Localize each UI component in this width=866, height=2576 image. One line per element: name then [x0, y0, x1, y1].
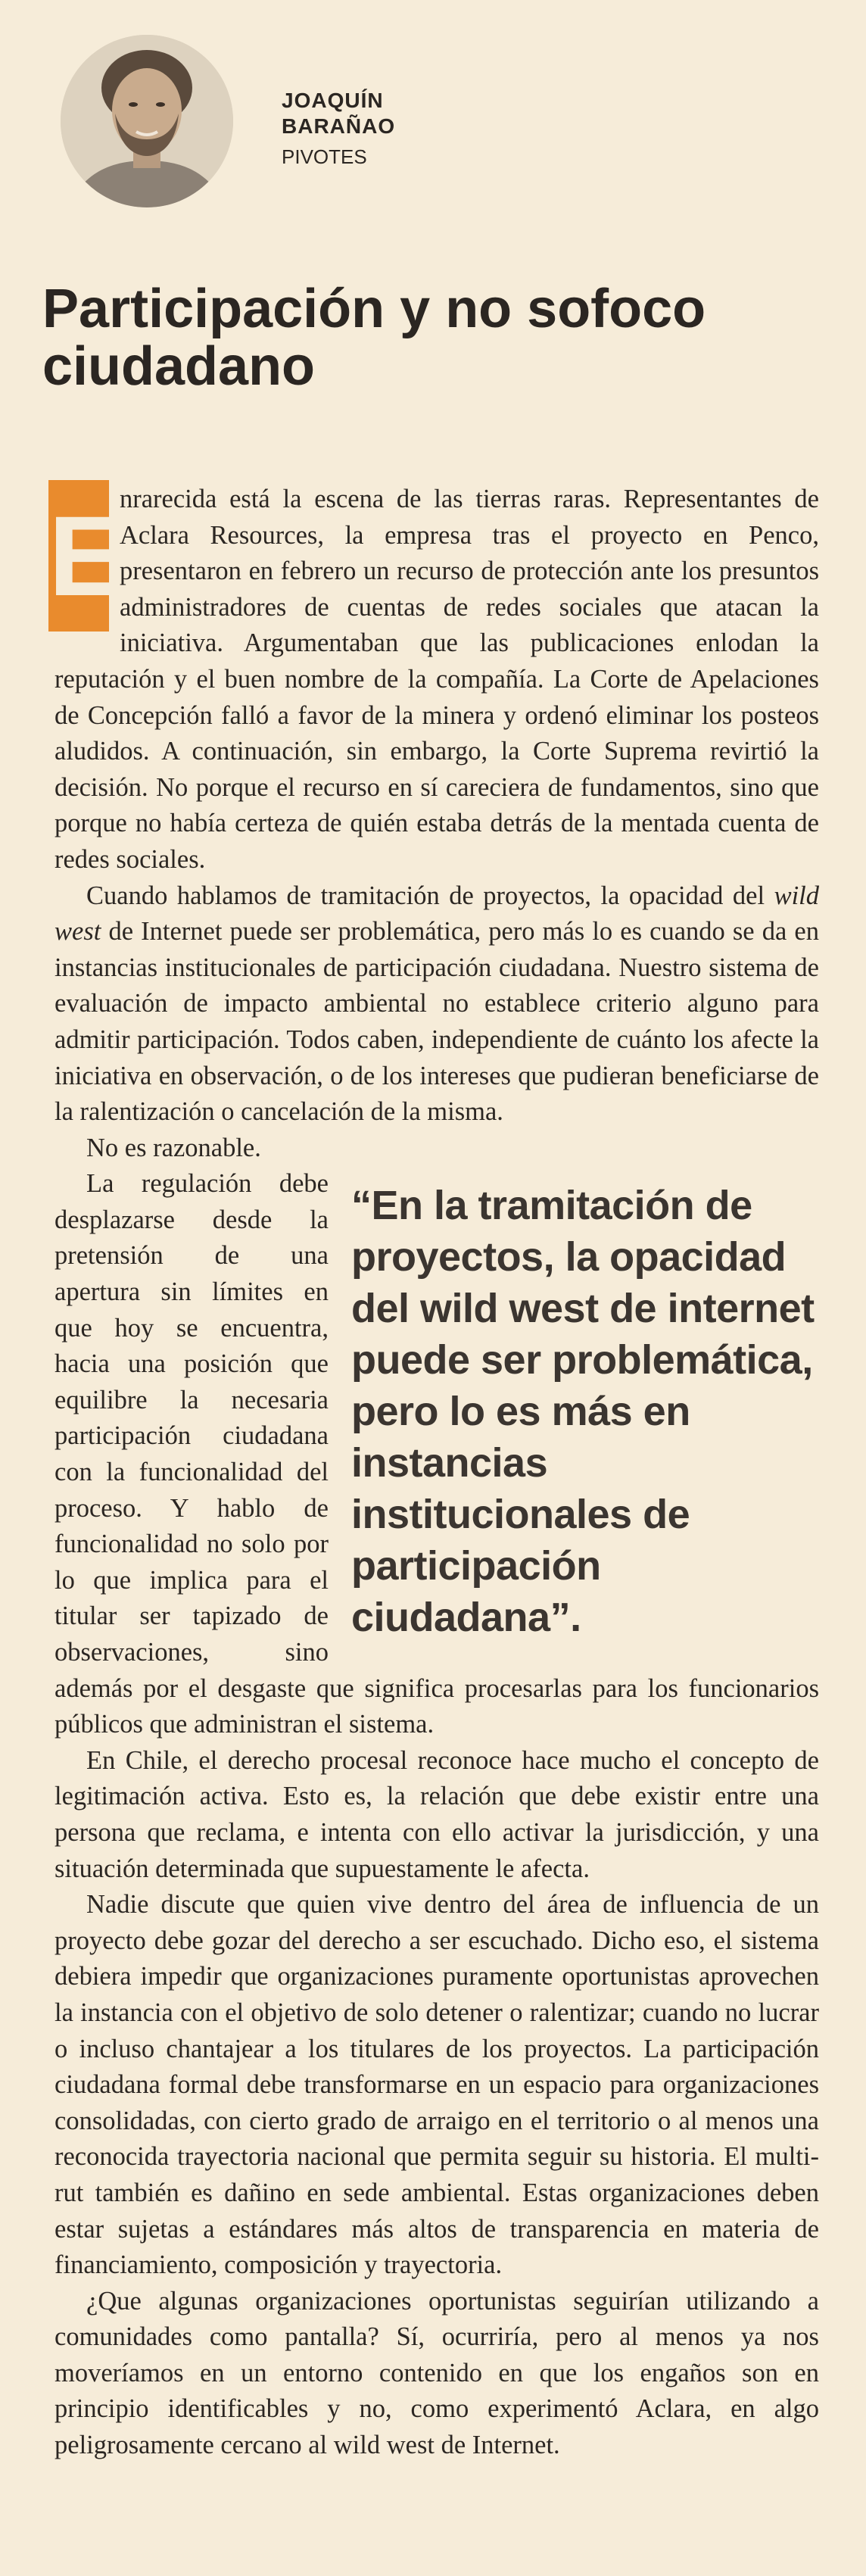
paragraph-1: [48, 482, 819, 878]
paragraph-2-text-a: Cuando hablamos de tramitación de proyectos, la opacidad del: [86, 881, 774, 910]
article-headline: Participación y no sofoco ciudadano: [42, 279, 706, 397]
author-portrait-icon: [61, 35, 233, 207]
paragraph-7: ¿Que algunas organizaciones oportunistas seguirían utilizando a comunidades como pantalla? Sí, ocurriría, pero al menos ya nos moveríamos en un entorno contenido en que los engaños son en principio identificables y no, como experimentó Aclara, en algo peligrosamente cercano al wild west de Internet.: [55, 2286, 819, 2460]
article-body: [48, 482, 819, 2464]
author-name: JOAQUÍN BARAÑAO: [282, 89, 396, 138]
paragraph-5: En Chile, el derecho procesal reconoce hace mucho el concepto de legitimación activa. Esto es, la relación que debe existir entre una persona que reclama, e intenta con ello activar la jurisdicción, y una situación determinada que supuestamente le afecta.: [55, 1745, 819, 1883]
paragraph-3: No es razonable.: [86, 1133, 261, 1162]
paragraph-4-text: La regulación debe desplazarse desde la pretensión de una apertura sin límites en que hoy se encuentra, hacia una posición que equilibre la necesaria participación ciudadana con la funcionalidad del proceso. Y hablo de funcionalidad no solo por lo que implica para el titular ser tapizado de observaciones, sino además por el desgaste que significa procesarlas para los funcionarios públicos que administran el sistema.: [55, 1169, 819, 1739]
paragraph-2: [55, 878, 819, 1131]
paragraph-1-text: nrarecida está la escena de las tierras raras. Representantes de Aclara Resources, la empresa tras el proyecto en Penco, presentaron en febrero un recurso de protección ante los presuntos administradores de cuentas de redes sociales que atacan la iniciativa. Argumentaban que las publicaciones enlodan la reputación y el buen nombre de la compañía. La Corte de Apelaciones de Concepción falló a favor de la minera y ordenó eliminar los posteos aludidos. A continuación, sin embargo, la Corte Suprema revirtió la decisión. No porque el recurso en sí careciera de fundamentos, sino que porque no había certeza de quién estaba detrás de la mentada cuenta de redes sociales.: [55, 485, 819, 874]
column-section: PIVOTES: [282, 145, 367, 168]
paragraph-4: [55, 1166, 819, 1743]
paragraph-2-text-b: de Internet puede ser problemática, pero más lo es cuando se da en instancias institucionales de participación ciudadana. Nuestro sistema de evaluación de impacto ambiental no establece criterio alguno para admitir participación. Todos caben, independiente de cuánto los afecte la iniciativa en observación, o de los intereses que pudieran beneficiarse de la ralentización o cancelación de la misma.: [55, 917, 819, 1127]
author-block: [282, 88, 478, 170]
author-avatar: [61, 35, 233, 207]
paragraph-6: Nadie discute que quien vive dentro del área de influencia de un proyecto debe gozar del derecho a ser escuchado. Dicho eso, el sistema debiera impedir que organizaciones puramente oportunistas aprovechen la instancia con el objetivo de solo detener o ralentizar; cuando no lucrar o incluso chantajear a los titulares de los proyectos. La participación ciudadana formal debe transformarse en un espacio para organizaciones consolidadas, con cierto grado de arraigo en el territorio o al menos una reconocida trayectoria nacional que permita seguir su historia. El multi-rut también es dañino en sede ambiental. Estas organizaciones deben estar sujetas a estándares más altos de transparencia en materia de financiamiento, composición y trayectoria.: [55, 1890, 819, 2280]
drop-cap: E: [48, 480, 109, 632]
pull-quote: “En la tramitación de proyectos, la opacidad del wild west de internet puede ser problemática, pero lo es más en instancias institucionales de participación ciudadana”.: [351, 1183, 815, 1641]
paragraph-2-emphasis: wild west: [55, 881, 819, 947]
